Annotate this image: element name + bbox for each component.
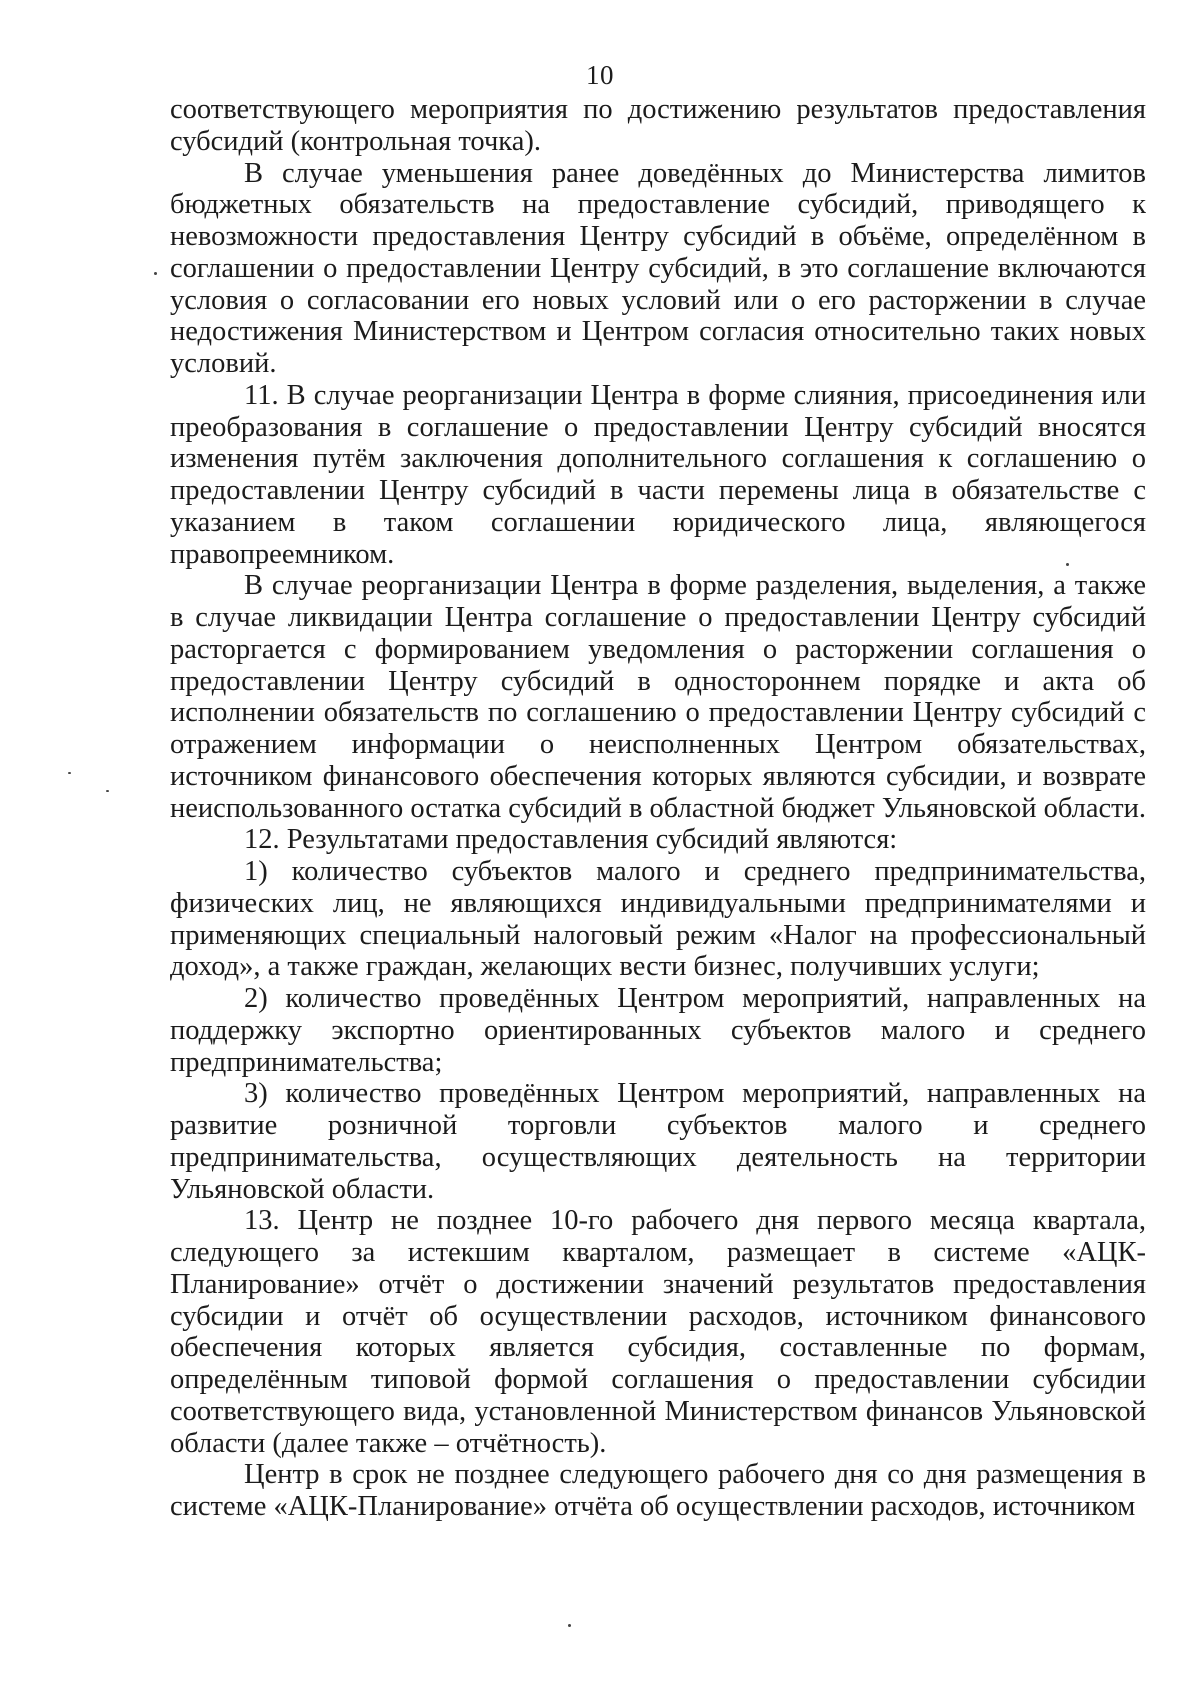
paragraph-item-13: 13. Центр не позднее 10-го рабочего дня первого месяца квартала, следующего за истекшим кварталом, размещает в системе «АЦК-Планирование» отчёт о достижении значений результатов предоставления субсидии и отчёт об осуществлении расходов, источником финансового обеспечения которых является субсидия, составленные по формам, определённым типовой формой соглашения о предоставлении субсидии соответствующего вида, установленной Министерством финансов Ульяновской области (далее также – отчётность). (170, 1205, 1146, 1459)
paragraph-reporting-deadline: Центр в срок не позднее следующего рабочего дня со дня размещения в системе «АЦК-Планирование» отчёта об осуществлении расходов, источником (170, 1459, 1146, 1522)
paragraph-result-2: 2) количество проведённых Центром мероприятий, направленных на поддержку экспортно ориентированных субъектов малого и среднего предпринимательства; (170, 983, 1146, 1078)
scan-speck (106, 790, 109, 792)
page-number: 10 (586, 60, 614, 90)
scan-speck (1066, 563, 1069, 566)
scan-speck (154, 272, 157, 275)
paragraph-item-12: 12. Результатами предоставления субсидий являются: (244, 824, 898, 856)
paragraph-budget-limits: В случае уменьшения ранее доведённых до Министерства лимитов бюджетных обязательств на предоставление субсидий, приводящего к невозможности предоставления Центру субсидий в объёме, определённом в соглашении о предоставлении Центру субсидий, в это соглашение включаются условия о согласовании его новых условий или о его расторжении в случае недостижения Министерством и Центром согласия относительно таких новых условий. (170, 157, 1146, 379)
paragraph-continuation: соответствующего мероприятия по достижению результатов предоставления субсидий (контрольная точка). (170, 94, 1146, 157)
paragraph-reorganization: В случае реорганизации Центра в форме разделения, выделения, а также в случае ликвидации Центра соглашение о предоставлении Центру субсидий расторгается с формированием уведомления о расторжении соглашения о предоставлении Центру субсидий в одностороннем порядке и акта об исполнении обязательств по соглашению о предоставлении Центру субсидий с отражением информации о неисполненных Центром обязательствах, источником финансового обеспечения которых являются субсидии, и возврате неиспользованного остатка субсидий в областной бюджет Ульяновской области. (170, 570, 1146, 824)
paragraph-result-3: 3) количество проведённых Центром мероприятий, направленных на развитие розничной торговли субъектов малого и среднего предпринимательства, осуществляющих деятельность на территории Ульяновской области. (170, 1078, 1146, 1205)
document-body (170, 94, 1146, 1523)
paragraph-item-11: 11. В случае реорганизации Центра в форме слияния, присоединения или преобразования в соглашение о предоставлении Центру субсидий вносятся изменения путём заключения дополнительного соглашения к соглашению о предоставлении Центру субсидий в части перемены лица в обязательстве с указанием в таком соглашении юридического лица, являющегося правопреемником. (170, 379, 1146, 570)
scan-speck (68, 772, 71, 774)
paragraph-result-1: 1) количество субъектов малого и среднего предпринимательства, физических лиц, не являющихся индивидуальными предпринимателями и применяющих специальный налоговый режим «Налог на профессиональный доход», а также граждан, желающих вести бизнес, получивших услуги; (170, 856, 1146, 983)
scan-speck (568, 1624, 571, 1627)
